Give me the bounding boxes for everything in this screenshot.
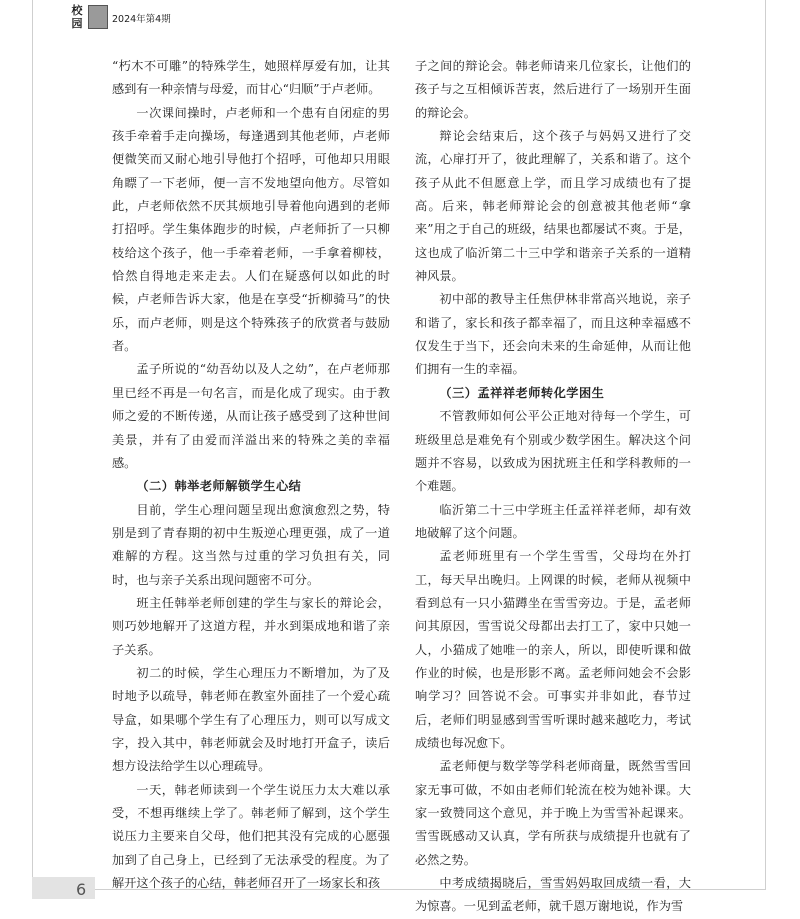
paragraph: 辩论会结束后，这个孩子与妈妈又进行了交流，心扉打开了，彼此理解了，关系和谐了。这个孩子从此不但愿意上学，而且学习成绩也有了提高。后来，韩老师辩论会的创意被其他老师“拿来”用之于自己的班级，结果也都屡试不爽。于是，这也成了临沂第二十三中学和谐亲子关系的一道精神风景。: [415, 129, 691, 284]
page-number: 6: [76, 880, 87, 899]
magazine-logo: [68, 4, 86, 30]
paragraph: 中考成绩揭晓后，雪雪妈妈取回成绩一看，大为惊喜。一见到孟老师，就千恩万谢地说，作为雪: [415, 876, 691, 914]
paragraph: 一天，韩老师读到一个学生说压力太大难以承受，不想再继续上学了。韩老师了解到，这个学生说压力主要来自父母，他们把其没有完成的心愿强加到了自己身上，已经到了无法承受的程度。为了解开这个孩子的心结，韩老师召开了一场家长和孩: [112, 782, 390, 891]
paragraph: 临沂第二十三中学班主任孟祥祥老师，却有效地破解了这个问题。: [415, 502, 691, 540]
paragraph: 子之间的辩论会。韩老师请来几位家长，让他们的孩子与之互相倾诉苦衷，然后进行了一场别开生面的辩论会。: [415, 59, 691, 120]
section-heading: （三）孟祥祥老师转化学困生: [439, 385, 605, 400]
paragraph: “朽木不可雕”的特殊学生，她照样厚爱有加，让其感到有一种亲情与母爱，而甘心“归顺”于卢老师。: [112, 59, 390, 97]
paragraph: 班主任韩举老师创建的学生与家长的辩论会，则巧妙地解开了这道方程，并水到渠成地和谐了亲子关系。: [112, 595, 390, 657]
paragraph: 孟老师便与数学等学科老师商量，既然雪雪回家无事可做，不如由老师们轮流在校为她补课。大家一致赞同这个意见，并于晚上为雪雪补起课来。雪雪既感动又认真，学有所获与成绩提升也就有了必然之势。: [415, 759, 691, 867]
paragraph: 目前，学生心理问题呈现出愈演愈烈之势，特别是到了青春期的初中生叛逆心理更强，成了一道难解的方程。这当然与过重的学习负担有关，同时，也与亲子关系出现问题密不可分。: [112, 502, 390, 587]
paragraph: 初中部的教导主任焦伊林非常高兴地说，亲子和谐了，家长和孩子都幸福了，而且这种幸福感不仅发生于当下，还会向未来的生命延伸，从而让他们拥有一生的幸福。: [415, 292, 691, 377]
left-column: [112, 55, 390, 895]
logo-char-bottom: 园: [71, 17, 83, 30]
paragraph: 初二的时候，学生心理压力不断增加，为了及时地予以疏导，韩老师在教室外面挂了一个爱心疏导盒，如果哪个学生有了心理压力，则可以写成文字，投入其中，韩老师就会及时地打开盒子，读后想方设法给学生以心理疏导。: [112, 665, 390, 774]
logo-box-icon: [88, 5, 108, 29]
paragraph: 孟子所说的“幼吾幼以及人之幼”，在卢老师那里已经不再是一句名言，而是化成了现实。由于教师之爱的不断传递，从而让孩子感受到了这种世间美景，并有了由爱而洋溢出来的特殊之美的幸福感。: [112, 362, 390, 470]
paragraph: 孟老师班里有一个学生雪雪，父母均在外打工，每天早出晚归。上网课的时候，老师从视频中看到总有一只小猫蹲坐在雪雪旁边。于是，孟老师问其原因，雪雪说父母都出去打工了，家中只她一人，小猫成了她唯一的亲人，所以，即使听课和做作业的时候，也是形影不离。孟老师问她会不会影响学习？回答说不会。可事实并非如此，春节过后，老师们明显感到雪雪听课时越来越吃力，考试成绩也每况愈下。: [415, 549, 691, 750]
paragraph: 不管教师如何公平公正地对待每一个学生，可班级里总是难免有个别或少数学困生。解决这个问题并不容易，以致成为困扰班主任和学科教师的一个难题。: [415, 409, 691, 494]
section-heading: （二）韩举老师解锁学生心结: [136, 479, 302, 494]
logo-char-top: 校: [71, 4, 83, 17]
page-header: [68, 4, 171, 30]
right-column: [415, 55, 691, 919]
paragraph: 一次课间操时，卢老师和一个患有自闭症的男孩手牵着手走向操场，每逢遇到其他老师，卢老师便微笑而又耐心地引导他打个招呼，可他却只用眼角瞟了一下老师，便一言不发地望向他方。尽管如此，卢老师依然不厌其烦地引导着他向遇到的老师打招呼。学生集体跑步的时候，卢老师折了一只柳枝给这个孩子，他一手牵着老师，一手拿着柳枝，恰然自得地走来走去。人们在疑惑何以如此的时候，卢老师告诉大家，他是在享受“折柳骑马”的快乐，而卢老师，则是这个特殊孩子的欣赏者与鼓励者。: [112, 105, 390, 354]
issue-label: 2024年第4期: [112, 14, 171, 25]
